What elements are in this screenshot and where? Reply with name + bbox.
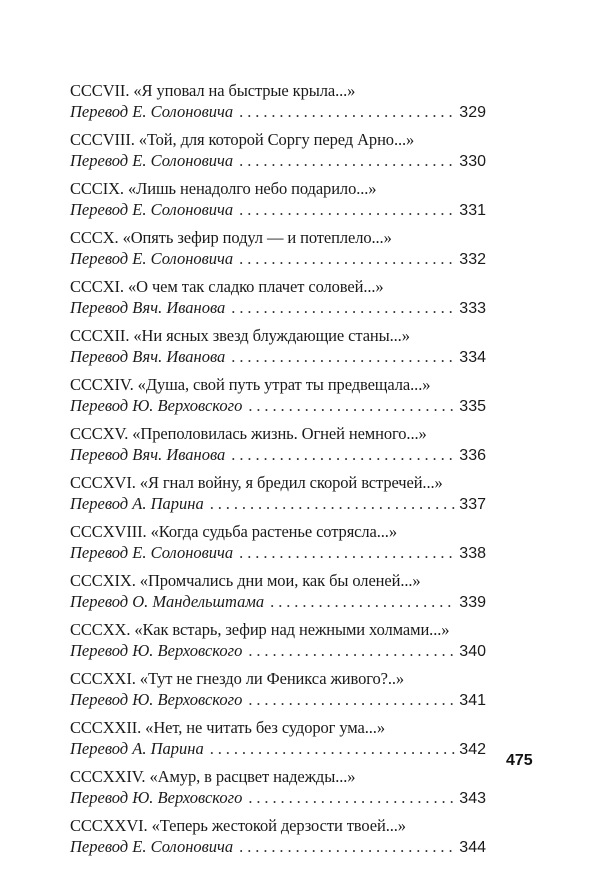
dot-leader [239,150,455,171]
entry-translator-line [70,738,486,760]
entry-page-number: 329 [459,104,486,121]
toc-entry [70,521,486,564]
entry-translator: Перевод О. Мандельштама [70,592,265,611]
toc-entry [70,668,486,711]
toc-entry [70,619,486,662]
entry-translator-line [70,542,486,564]
entry-translator-line [70,101,486,123]
entry-translator: Перевод Вяч. Иванова [70,445,226,464]
entry-title: CCCXX. «Как встарь, зефир над нежными холмами...» [70,620,450,639]
entry-title: CCCVII. «Я уповал на быстрые крыла...» [70,81,356,100]
dot-leader [248,689,455,710]
entry-translator: Перевод Е. Солоновича [70,200,234,219]
entry-translator-line [70,395,486,417]
entry-translator: Перевод Е. Солоновича [70,102,234,121]
entry-title: CCCXIX. «Промчались дни мои, как бы оленей...» [70,571,421,590]
entry-page-number: 344 [459,839,486,856]
entry-translator: Перевод Вяч. Иванова [70,347,226,366]
toc-entry [70,423,486,466]
toc-entry [70,766,486,809]
entry-translator: Перевод Е. Солоновича [70,151,234,170]
entry-translator-line [70,689,486,711]
entry-translator-line [70,346,486,368]
entry-title: CCCXXIV. «Амур, в расцвет надежды...» [70,767,356,786]
toc-entry [70,129,486,172]
entry-translator-line [70,150,486,172]
entry-translator: Перевод Е. Солоновича [70,837,234,856]
entry-page-number: 337 [459,496,486,513]
toc-entry [70,276,486,319]
entry-title: CCCXXI. «Тут не гнездо ли Феникса живого?..» [70,669,405,688]
toc-entry [70,570,486,613]
entry-page-number: 336 [459,447,486,464]
dot-leader [231,297,455,318]
entry-title: CCCXVIII. «Когда судьба растенье сотрясла...» [70,522,397,541]
toc-entry [70,815,486,858]
entry-translator-line [70,591,486,613]
entry-title: CCCXII. «Ни ясных звезд блуждающие станы...» [70,326,410,345]
entry-title: CCCXXVI. «Теперь жестокой дерзости твоей...» [70,816,406,835]
entry-translator-line [70,836,486,858]
toc-entry [70,227,486,270]
entry-page-number: 330 [459,153,486,170]
entry-page-number: 341 [459,692,486,709]
entry-page-number: 334 [459,349,486,366]
entry-translator-line [70,787,486,809]
entry-page-number: 339 [459,594,486,611]
toc-entry [70,472,486,515]
entry-page-number: 332 [459,251,486,268]
entry-page-number: 338 [459,545,486,562]
table-of-contents [70,80,486,864]
dot-leader [239,101,455,122]
entry-page-number: 331 [459,202,486,219]
entry-translator-line [70,297,486,319]
entry-translator: Перевод Ю. Верховского [70,788,243,807]
entry-page-number: 335 [459,398,486,415]
dot-leader [231,346,455,367]
entry-page-number: 333 [459,300,486,317]
dot-leader [239,542,455,563]
dot-leader [210,738,456,759]
entry-translator: Перевод Ю. Верховского [70,690,243,709]
entry-translator: Перевод Ю. Верховского [70,396,243,415]
entry-title: CCCXV. «Преполовилась жизнь. Огней немного...» [70,424,427,443]
dot-leader [239,199,455,220]
entry-page-number: 342 [459,741,486,758]
entry-translator: Перевод Е. Солоновича [70,543,234,562]
entry-translator-line [70,493,486,515]
entry-title: CCCXVI. «Я гнал войну, я бредил скорой встречей...» [70,473,443,492]
entry-title: CCCXI. «О чем так сладко плачет соловей...» [70,277,384,296]
entry-title: CCCXXII. «Нет, не читать без судорог ума...» [70,718,385,737]
entry-title: CCCX. «Опять зефир подул — и потеплело...» [70,228,392,247]
entry-translator-line [70,199,486,221]
dot-leader [239,248,455,269]
entry-page-number: 340 [459,643,486,660]
entry-translator-line [70,444,486,466]
folio-page-number: 475 [506,752,533,769]
dot-leader [248,395,455,416]
toc-entry [70,80,486,123]
entry-title: CCCVIII. «Той, для которой Соргу перед Арно...» [70,130,415,149]
entry-translator-line [70,640,486,662]
entry-translator: Перевод Е. Солоновича [70,249,234,268]
dot-leader [270,591,455,612]
dot-leader [210,493,456,514]
entry-translator: Перевод А. Парина [70,494,204,513]
dot-leader [248,640,455,661]
entry-page-number: 343 [459,790,486,807]
toc-entry [70,325,486,368]
dot-leader [231,444,455,465]
entry-title: CCCXIV. «Душа, свой путь утрат ты предвещала...» [70,375,431,394]
entry-translator: Перевод А. Парина [70,739,204,758]
toc-entry [70,178,486,221]
entry-translator: Перевод Ю. Верховского [70,641,243,660]
dot-leader [239,836,455,857]
entry-title: CCCIX. «Лишь ненадолго небо подарило...» [70,179,377,198]
dot-leader [248,787,455,808]
entry-translator-line [70,248,486,270]
entry-translator: Перевод Вяч. Иванова [70,298,226,317]
toc-entry [70,374,486,417]
toc-entry [70,717,486,760]
